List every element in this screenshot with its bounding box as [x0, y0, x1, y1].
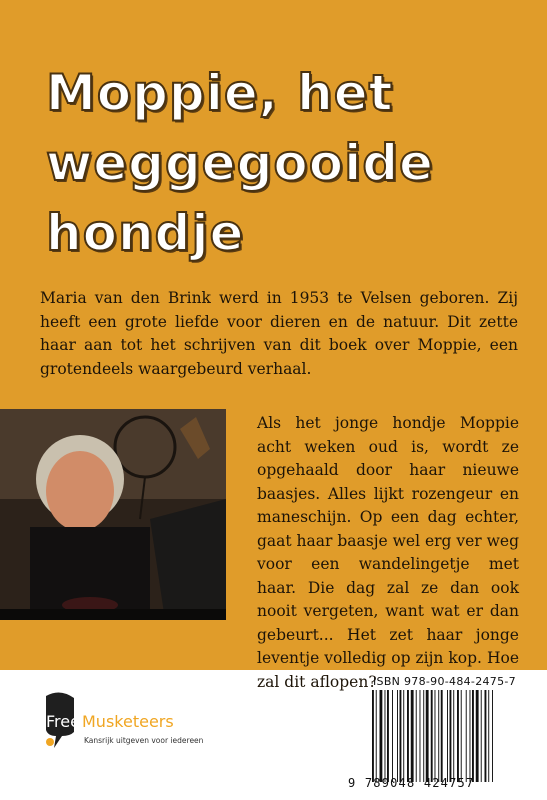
- barcode-bar: [447, 690, 448, 782]
- publisher-name-musketeers: Musketeers: [82, 712, 174, 731]
- barcode-bar: [423, 690, 424, 782]
- barcode-icon: [370, 690, 535, 782]
- barcode-bar: [376, 690, 377, 782]
- title-line-1: Moppie, het: [46, 64, 394, 122]
- barcode-bar: [416, 690, 417, 782]
- book-blurb: Als het jonge hondje Moppie acht weken oud is, wordt ze opgehaald door haar nieuwe baasjes. Alles lijkt rozengeur en maneschijn. Op een dag echter, gaat haar baasje wel erg ver weg voor een wandelingetje met haar. Die dag zal ze dan ook nooit vergeten, want wat er dan gebeurt... Het zet haar jonge leventje volledig op zijn kop. Hoe zal dit aflopen?: [257, 414, 520, 691]
- barcode-bar: [435, 690, 436, 782]
- publisher-name-free: Free: [46, 712, 80, 731]
- barcode-bar: [426, 690, 429, 782]
- barcode-bar: [385, 690, 386, 782]
- publisher-tagline: Kansrijk uitgeven voor iedereen: [84, 736, 204, 745]
- barcode-bar: [457, 690, 459, 782]
- barcode-bar: [397, 690, 398, 782]
- barcode-bar: [476, 690, 479, 782]
- barcode-bar: [450, 690, 452, 782]
- barcode-bar: [492, 690, 493, 782]
- isbn-label: ISBN 978-90-484-2475-7: [373, 675, 516, 688]
- author-photo: [0, 409, 226, 620]
- barcode-bar: [438, 690, 439, 782]
- barcode-bar: [488, 690, 489, 782]
- barcode-bar: [441, 690, 443, 782]
- barcode-bar: [485, 690, 487, 782]
- barcode-bar: [470, 690, 471, 782]
- title-line-2: weggegooide: [46, 134, 434, 192]
- barcode-bar: [472, 690, 474, 782]
- barcode-bar: [387, 690, 389, 782]
- barcode-bar: [453, 690, 454, 782]
- barcode-digits: 9 789048 424757: [348, 776, 475, 790]
- barcode-bar: [380, 690, 383, 782]
- barcode-bar: [407, 690, 409, 782]
- barcode-bar: [372, 690, 374, 782]
- barcode-bar: [420, 690, 421, 782]
- author-bio: Maria van den Brink werd in 1953 te Velsen geboren. Zij heeft een grote liefde voor dieren en de natuur. Dit zette haar aan tot het schrijven van dit boek over Moppie, een grotendeels waargebeurd verhaal.: [40, 289, 518, 378]
- title-line-3: hondje: [46, 204, 245, 262]
- barcode-bar: [392, 690, 393, 782]
- barcode-bar: [481, 690, 482, 782]
- publisher-logo: [40, 690, 230, 760]
- barcode-bar: [461, 690, 462, 782]
- barcode-bar: [403, 690, 404, 782]
- book-title: [46, 58, 516, 268]
- barcode-bar: [466, 690, 467, 782]
- barcode-bar: [411, 690, 414, 782]
- barcode-bar: [400, 690, 402, 782]
- barcode-bar: [431, 690, 433, 782]
